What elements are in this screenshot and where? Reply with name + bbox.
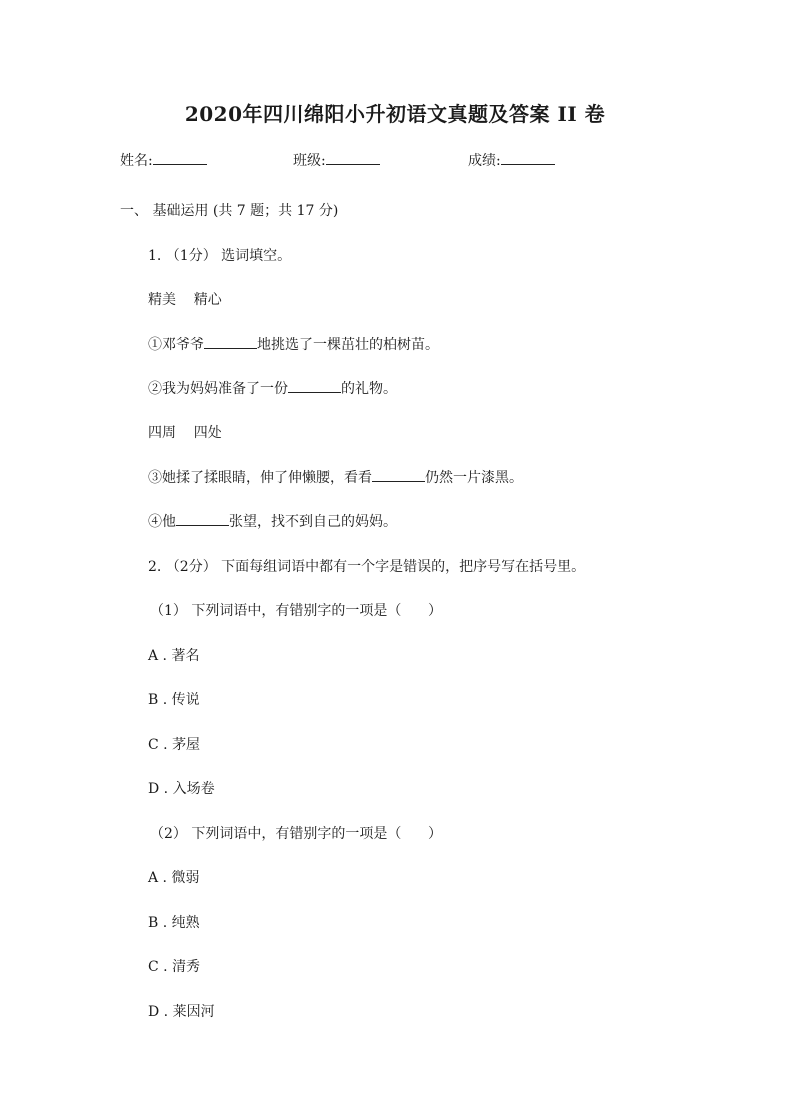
question-1-stem: 1. （1分） 选词填空。	[148, 248, 292, 264]
option-item: D . 莱因河	[148, 1004, 215, 1020]
option-item: C . 清秀	[148, 959, 201, 975]
option-item: B . 传说	[148, 692, 200, 708]
sentence-1-pre: ①邓爷爷	[148, 337, 204, 353]
sentence-1-post: 地挑选了一棵茁壮的柏树苗。	[257, 337, 439, 353]
blank-1	[204, 336, 257, 349]
name-field	[120, 150, 207, 170]
score-blank	[501, 152, 555, 165]
option-item: D . 入场卷	[148, 781, 215, 797]
sentence-4-pre: ④他	[148, 514, 176, 530]
sentence-2-pre: ②我为妈妈准备了一份	[148, 381, 288, 397]
sentence-2-post: 的礼物。	[341, 381, 397, 397]
blank-4	[176, 513, 229, 526]
name-label: 姓名:	[120, 153, 153, 169]
blank-2	[288, 380, 341, 393]
option-item: A . 著名	[148, 648, 200, 664]
sentence-4-post: 张望，找不到自己的妈妈。	[229, 514, 397, 530]
word-choices-2: 四周 四处	[148, 425, 222, 441]
sentence-4	[148, 511, 397, 531]
section-heading: 一、 基础运用 (共 7 题；共 17 分)	[120, 203, 339, 219]
option-item: C . 茅屋	[148, 737, 201, 753]
blank-3	[372, 469, 425, 482]
question-2-stem: 2. （2分） 下面每组词语中都有一个字是错误的，把序号写在括号里。	[148, 559, 586, 575]
class-field	[293, 150, 380, 170]
exam-title: 2020年四川绵阳小升初语文真题及答案 II 卷	[184, 102, 606, 126]
word-choices-1: 精美 精心	[148, 292, 222, 308]
score-label: 成绩:	[468, 153, 501, 169]
question-2-sub-1: （1） 下列词语中，有错别字的一项是（ ）	[150, 603, 443, 619]
sentence-1	[148, 334, 439, 354]
sentence-2	[148, 378, 397, 398]
option-item: A . 微弱	[148, 870, 200, 886]
sentence-3-post: 仍然一片漆黑。	[425, 470, 523, 486]
option-item: B . 纯熟	[148, 915, 200, 931]
class-label: 班级:	[293, 153, 326, 169]
name-blank	[153, 152, 207, 165]
sentence-3-pre: ③她揉了揉眼睛，伸了伸懒腰，看看	[148, 470, 372, 486]
score-field	[468, 150, 555, 170]
question-2-sub-2: （2） 下列词语中，有错别字的一项是（ ）	[150, 826, 443, 842]
class-blank	[326, 152, 380, 165]
sentence-3	[148, 467, 523, 487]
